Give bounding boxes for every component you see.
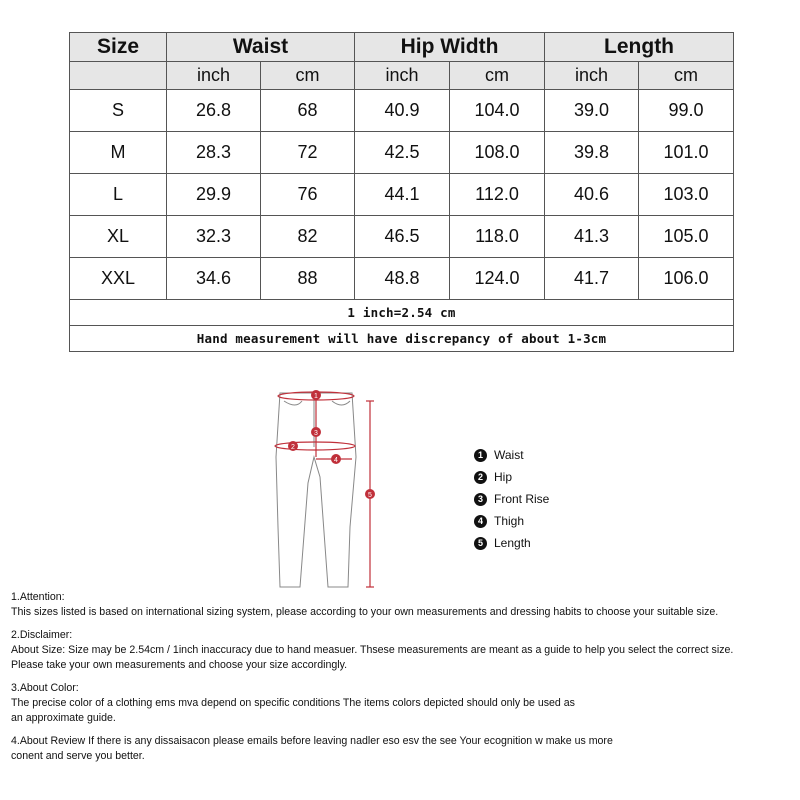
size-cell: L	[70, 174, 167, 216]
unit-cell: cm	[639, 62, 734, 90]
length-cm-cell: 103.0	[639, 174, 734, 216]
svg-text:3: 3	[314, 430, 318, 437]
note-line: conent and serve you better.	[11, 750, 145, 762]
note-line: an approximate guide.	[11, 712, 116, 724]
marker-3	[311, 427, 321, 437]
marker-2	[288, 441, 298, 451]
number-badge-icon: 5	[474, 537, 487, 550]
svg-text:1: 1	[314, 393, 318, 400]
waist-cm-cell: 82	[261, 216, 355, 258]
table-row	[70, 216, 734, 258]
unit-cell: cm	[450, 62, 545, 90]
unit-blank-cell	[70, 62, 167, 90]
discrepancy-note: Hand measurement will have discrepancy of about 1-3cm	[70, 326, 734, 352]
number-badge-icon: 1	[474, 449, 487, 462]
length-inch-cell: 39.8	[545, 132, 639, 174]
discrepancy-note-row	[70, 326, 734, 352]
table-row	[70, 90, 734, 132]
conversion-note: 1 inch=2.54 cm	[70, 300, 734, 326]
table-row	[70, 174, 734, 216]
hip-cm-cell: 124.0	[450, 258, 545, 300]
number-badge-icon: 3	[474, 493, 487, 506]
pants-measurement-diagram	[270, 387, 390, 595]
size-cell: S	[70, 90, 167, 132]
length-cm-cell: 106.0	[639, 258, 734, 300]
conversion-note-row	[70, 300, 734, 326]
hip-cm-cell: 112.0	[450, 174, 545, 216]
legend-label: Hip	[494, 470, 513, 484]
waist-inch-cell: 34.6	[167, 258, 261, 300]
length-inch-cell: 39.0	[545, 90, 639, 132]
header-hip-width: Hip Width	[355, 33, 545, 62]
marker-4	[331, 454, 341, 464]
note-line: This sizes listed is based on international sizing system, please according to your own measurements and dressing habits to choose your suitable size.	[11, 606, 719, 618]
unit-cell: inch	[355, 62, 450, 90]
note-line: About Size: Size may be 2.54cm / 1inch inaccuracy due to hand measuer. Thsese measurements are meant as a guide to help you select the correct size.	[11, 644, 734, 656]
svg-text:5: 5	[368, 492, 372, 499]
marker-5	[365, 489, 375, 499]
waist-inch-cell: 32.3	[167, 216, 261, 258]
legend-label: Front Rise	[494, 492, 550, 506]
header-length: Length	[545, 33, 734, 62]
size-cell: XXL	[70, 258, 167, 300]
waist-cm-cell: 68	[261, 90, 355, 132]
length-cm-cell: 105.0	[639, 216, 734, 258]
legend-item-front-rise	[474, 488, 549, 510]
size-chart-table	[69, 32, 734, 352]
note-line: Please take your own measurements and choose your size accordingly.	[11, 659, 348, 671]
legend-label: Waist	[494, 448, 524, 462]
note-title: 1.Attention:	[11, 591, 65, 603]
waist-inch-cell: 29.9	[167, 174, 261, 216]
svg-text:4: 4	[334, 457, 338, 464]
waist-inch-cell: 28.3	[167, 132, 261, 174]
waist-inch-cell: 26.8	[167, 90, 261, 132]
measurement-lines	[275, 392, 374, 587]
unit-cell: inch	[545, 62, 639, 90]
note-title: 2.Disclaimer:	[11, 629, 73, 641]
hip-cm-cell: 108.0	[450, 132, 545, 174]
note-line: 4.About Review If there is any dissaisacon please emails before leaving nadler eso esv the see Your ecognition w make us more	[11, 735, 613, 747]
legend-label: Length	[494, 536, 531, 550]
length-cm-cell: 101.0	[639, 132, 734, 174]
hip-inch-cell: 40.9	[355, 90, 450, 132]
waist-cm-cell: 88	[261, 258, 355, 300]
note-line: The precise color of a clothing ems mva depend on specific conditions The items colors depicted should only be used as	[11, 697, 575, 709]
legend-label: Thigh	[494, 514, 525, 528]
note-title: 3.About Color:	[11, 682, 79, 694]
hip-inch-cell: 48.8	[355, 258, 450, 300]
size-cell: XL	[70, 216, 167, 258]
table-unit-row	[70, 62, 734, 90]
note-disclaimer	[11, 628, 796, 673]
note-about-review	[11, 734, 796, 764]
legend-item-hip	[474, 466, 549, 488]
hip-cm-cell: 104.0	[450, 90, 545, 132]
length-inch-cell: 40.6	[545, 174, 639, 216]
hip-inch-cell: 46.5	[355, 216, 450, 258]
measurement-legend	[474, 444, 549, 554]
unit-cell: inch	[167, 62, 261, 90]
table-header-row	[70, 33, 734, 62]
number-badge-icon: 2	[474, 471, 487, 484]
legend-item-waist	[474, 444, 549, 466]
hip-inch-cell: 44.1	[355, 174, 450, 216]
marker-1	[311, 390, 321, 400]
waist-cm-cell: 72	[261, 132, 355, 174]
header-waist: Waist	[167, 33, 355, 62]
legend-item-thigh	[474, 510, 549, 532]
hip-inch-cell: 42.5	[355, 132, 450, 174]
notes-section	[11, 590, 796, 772]
length-inch-cell: 41.7	[545, 258, 639, 300]
length-cm-cell: 99.0	[639, 90, 734, 132]
hip-cm-cell: 118.0	[450, 216, 545, 258]
table-row	[70, 258, 734, 300]
header-size: Size	[70, 33, 167, 62]
svg-text:2: 2	[291, 444, 295, 451]
number-badge-icon: 4	[474, 515, 487, 528]
unit-cell: cm	[261, 62, 355, 90]
note-about-color	[11, 681, 796, 726]
waist-cm-cell: 76	[261, 174, 355, 216]
length-inch-cell: 41.3	[545, 216, 639, 258]
size-cell: M	[70, 132, 167, 174]
legend-item-length	[474, 532, 549, 554]
table-row	[70, 132, 734, 174]
note-attention	[11, 590, 796, 620]
